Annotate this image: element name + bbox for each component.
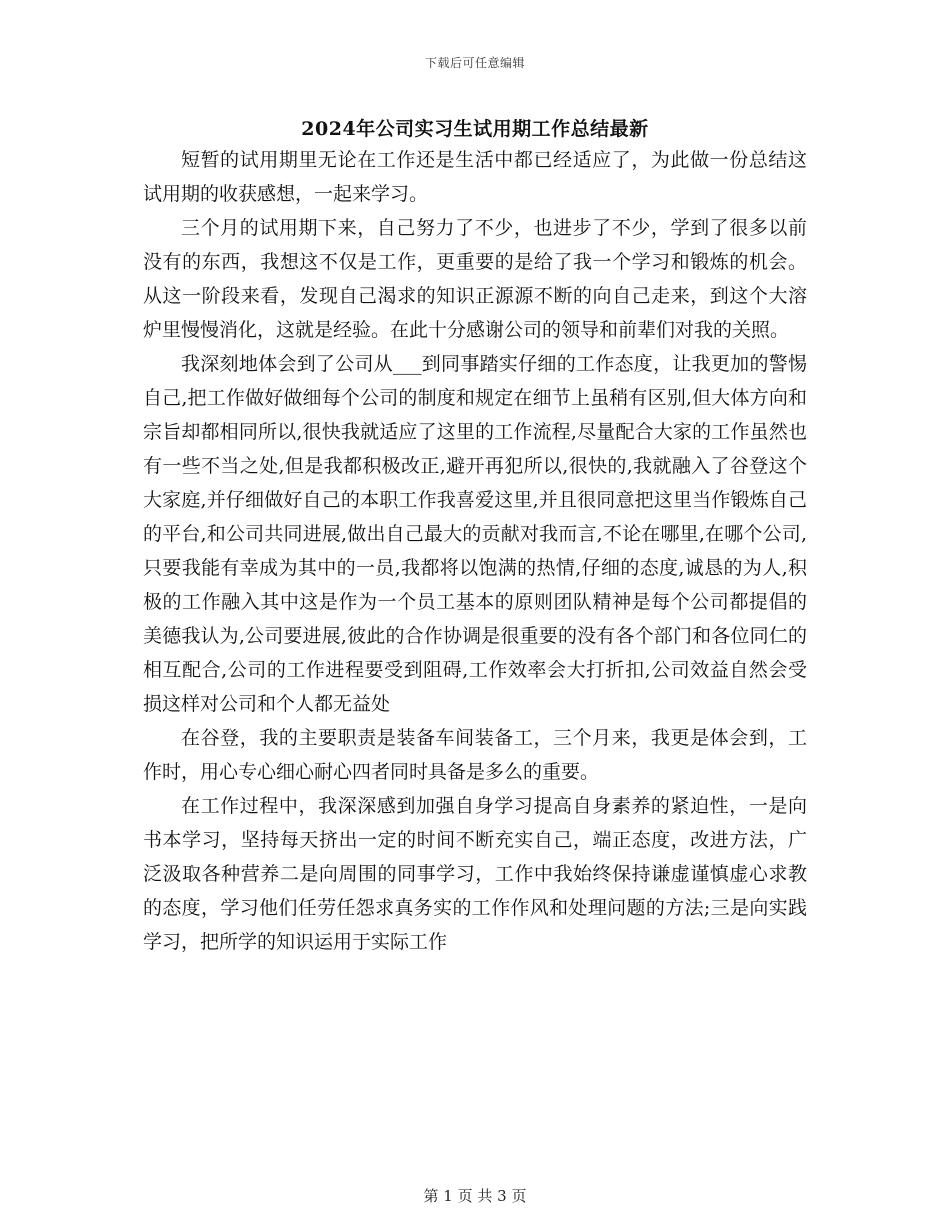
paragraph-2: 三个月的试用期下来，自己努力了不少，也进步了不少，学到了很多以前没有的东西，我想这不仅是工作，更重要的是给了我一个学习和锻炼的机会。从这一阶段来看，发现自己渴求的知识正源源不断的向自己走来，到这个大溶炉里慢慢消化，这就是经验。在此十分感谢公司的领导和前辈们对我的关照。 [143,217,807,341]
paragraph-5: 在工作过程中，我深深感到加强自身学习提高自身素养的紧迫性，一是向书本学习，坚持每天挤出一定的时间不断充实自己，端正态度，改进方法，广泛汲取各种营养二是向周围的同事学习，工作中我始终保持谦虚谨慎虚心求教的态度，学习他们任劳任怨求真务实的工作作风和处理问题的方法;三是向实践学习，把所学的知识运用于实际工作 [143,795,807,953]
page-footer-number: 第 1 页 共 3 页 [423,1187,527,1205]
paragraph-1: 短暂的试用期里无论在工作还是生活中都已经适应了，为此做一份总结这试用期的收获感想，一起来学习。 [143,149,807,205]
paragraph-3: 我深刻地体会到了公司从___到同事踏实仔细的工作态度，让我更加的警惕自己,把工作做好做细每个公司的制度和规定在细节上虽稍有区别,但大体方向和宗旨却都相同所以,很快我就适应了这里的工作流程,尽量配合大家的工作虽然也有一些不当之处,但是我都积极改正,避开再犯所以,很快的,我就融入了谷登这个大家庭,并仔细做好自己的本职工作我喜爱这里,并且很同意把这里当作锻炼自己的平台,和公司共同进展,做出自己最大的贡献对我而言,不论在哪里,在哪个公司,只要我能有幸成为其中的一员,我都将以饱满的热情,仔细的态度,诚恳的为人,积极的工作融入其中这是作为一个员工基本的原则团队精神是每个公司都提倡的美德我认为,公司要进展,彼此的合作协调是很重要的没有各个部门和各位同仁的相互配合,公司的工作进程要受到阻碍,工作效率会大打折扣,公司效益自然会受损这样对公司和个人都无益处 [143,353,807,715]
document-title: 2024年公司实习生试用期工作总结最新 [301,118,649,140]
page-header-note: 下载后可任意编辑 [424,56,525,70]
paragraph-4: 在谷登，我的主要职责是装备车间装备工，三个月来，我更是体会到，工作时，用心专心细心耐心四者同时具备是多么的重要。 [143,727,807,783]
document-body [143,143,807,959]
